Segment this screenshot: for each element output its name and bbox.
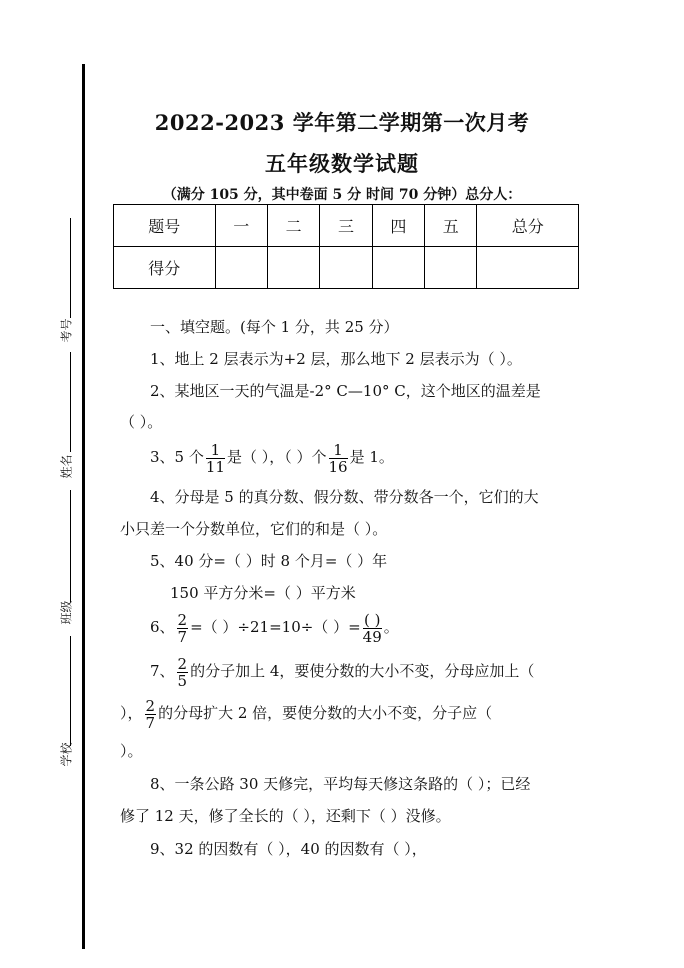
score-cell[interactable] <box>267 247 319 289</box>
score-cell[interactable] <box>372 247 424 289</box>
exam-note: （满分 105 分，其中卷面 5 分 时间 70 分钟）总分人： <box>162 187 522 203</box>
fraction: $\frac{1}{11}$ <box>205 440 225 476</box>
class-label: 班级 <box>59 600 74 625</box>
question-5-line-1: 5、40 分=（ ）时 8 个月=（ ）年 <box>150 552 388 570</box>
fraction: $\frac{1}{16}$ <box>328 440 348 476</box>
question-4-line-2: 小只差一个分数单位，它们的和是（ ）。 <box>120 520 388 538</box>
fraction: $\frac{( )}{49}$ <box>362 610 382 646</box>
score-row-label: 得分 <box>114 247 216 289</box>
score-cell[interactable] <box>320 247 372 289</box>
question-3: 3、5 个 $\frac{1}{11}$ 是（ ），（ ）个 $\frac{1}{16}$ 是 1。 <box>150 440 394 476</box>
score-cell[interactable] <box>477 247 579 289</box>
school-underline <box>70 636 71 746</box>
question-9: 9、32 的因数有（ ），40 的因数有（ ）， <box>150 840 427 858</box>
name-label: 姓名 <box>59 454 74 479</box>
score-cell[interactable] <box>425 247 477 289</box>
header-cell: 五 <box>425 205 477 247</box>
question-5-line-2: 150 平方分米=（ ）平方米 <box>170 584 356 602</box>
question-7-line-3: ）。 <box>120 742 143 760</box>
score-table-header-row <box>114 205 579 247</box>
section1-heading: 一、填空题。(每个 1 分，共 25 分） <box>150 318 399 336</box>
question-6: 6、 $\frac{2}{7}$ =（ ）÷21=10÷（ ）= $\frac{( )}{49}$ 。 <box>150 610 399 646</box>
score-table <box>113 204 579 289</box>
fraction: $\frac{2}{5}$ <box>177 654 188 690</box>
header-cell: 三 <box>320 205 372 247</box>
score-table-score-row <box>114 247 579 289</box>
header-cell: 一 <box>215 205 267 247</box>
question-4-line-1: 4、分母是 5 的真分数、假分数、带分数各一个，它们的大 <box>150 488 539 506</box>
question-8-line-1: 8、一条公路 30 天修完，平均每天修这条路的（ ）；已经 <box>150 775 531 793</box>
class-underline <box>70 490 71 602</box>
question-2-line-1: 2、某地区一天的气温是-2° C—10° C，这个地区的温差是 <box>150 382 541 400</box>
question-8-line-2: 修了 12 天，修了全长的（ ），还剩下（ ）没修。 <box>120 807 451 825</box>
header-cell: 二 <box>267 205 319 247</box>
score-cell[interactable] <box>215 247 267 289</box>
header-cell: 题号 <box>114 205 216 247</box>
question-7-line-1: 7、 $\frac{2}{5}$ 的分子加上 4，要使分数的大小不变，分母应加上（ <box>150 654 535 690</box>
school-label: 学校 <box>59 742 74 767</box>
exam-no-underline <box>70 218 71 318</box>
fraction: $\frac{2}{7}$ <box>177 610 188 646</box>
exam-subtitle: 五年级数学试题 <box>265 151 419 176</box>
question-7-line-2: ）， $\frac{2}{7}$ 的分母扩大 2 倍，要使分数的大小不变，分子应（ <box>120 696 493 732</box>
exam-title: 2022-2023 学年第二学期第一次月考 <box>154 110 530 135</box>
exam-no-label: 考号 <box>59 318 74 343</box>
header-cell: 总分 <box>477 205 579 247</box>
question-1: 1、地上 2 层表示为+2 层，那么地下 2 层表示为（ ）。 <box>150 350 522 368</box>
name-underline <box>70 352 71 452</box>
fraction: $\frac{2}{7}$ <box>145 696 156 732</box>
question-2-line-2: （ ）。 <box>120 413 163 431</box>
header-cell: 四 <box>372 205 424 247</box>
